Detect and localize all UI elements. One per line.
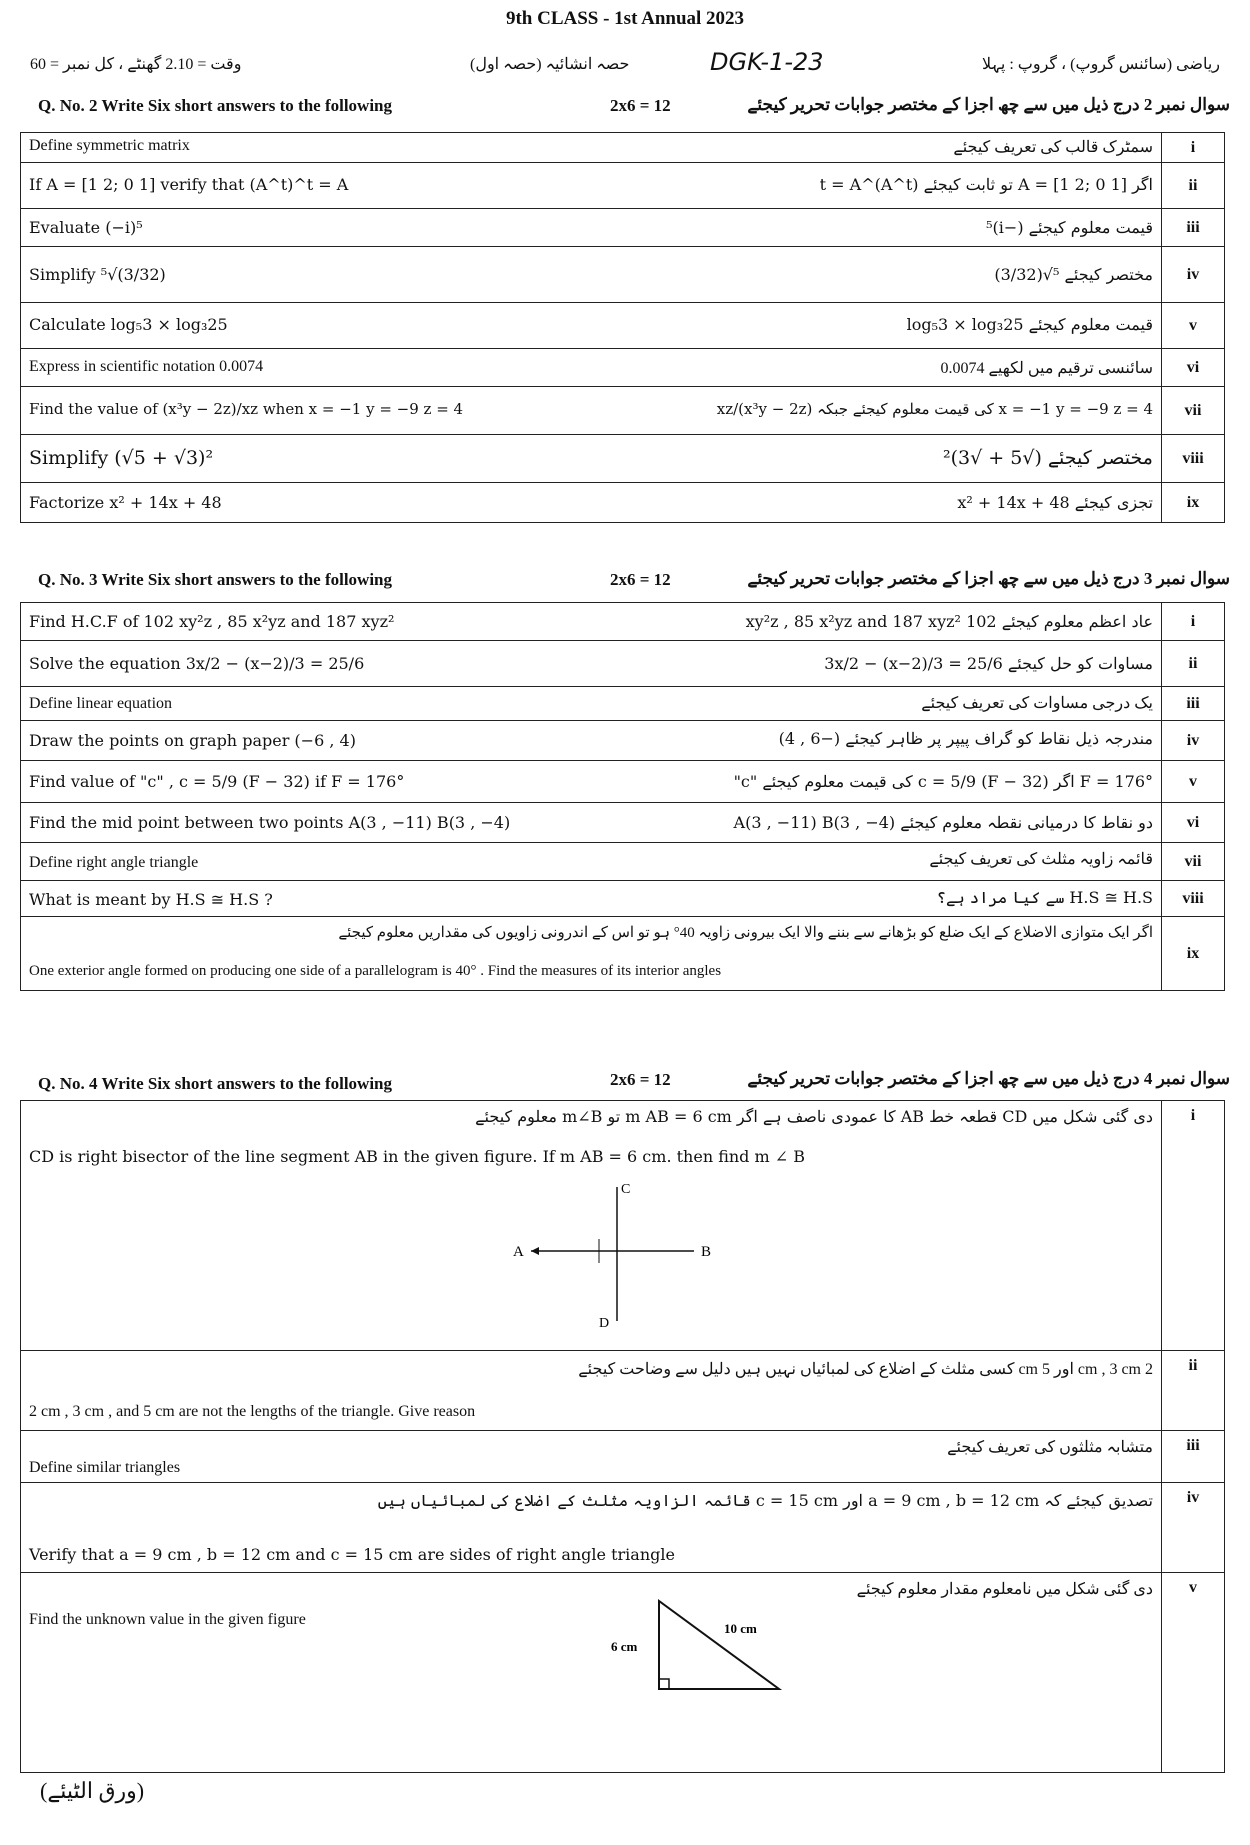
q4-table <box>20 1100 1225 1773</box>
table-row <box>21 1101 1225 1351</box>
right-triangle-figure <box>589 1591 789 1701</box>
q4-num-i: i <box>1162 1101 1225 1351</box>
paper-code: DGK-1-23 <box>710 48 824 76</box>
q2-v-en: Calculate log₅3 × log₃25 <box>29 314 228 334</box>
q2-table <box>20 132 1225 523</box>
q3-table <box>20 602 1225 991</box>
table-row <box>21 917 1225 991</box>
q3-vii-ur: قائمہ زاویہ مثلث کی تعریف کیجئے <box>929 850 1153 868</box>
table-row <box>21 1573 1225 1773</box>
table-row <box>21 303 1225 349</box>
label-d: D <box>599 1316 610 1331</box>
q2-num-vii: vii <box>1162 387 1225 435</box>
q2-viii-ur: مختصر کیجئے (√5 + √3)² <box>943 446 1153 469</box>
q3-num-vii: vii <box>1162 843 1225 881</box>
table-row <box>21 435 1225 483</box>
q4-i-en: CD is right bisector of the line segment AB in the given figure. If m AB = 6 cm. then find m ∠ B <box>29 1147 806 1166</box>
q3-marks: 2x6 = 12 <box>610 570 671 589</box>
q3-num-vi: vi <box>1162 803 1225 843</box>
table-row <box>21 133 1225 163</box>
q3-num-ix: ix <box>1162 917 1225 991</box>
table-row <box>21 247 1225 303</box>
q2-heading-en: Q. No. 2 Write Six short answers to the following <box>38 96 393 115</box>
q2-iii-en: Evaluate (−i)⁵ <box>29 217 143 237</box>
q2-row-vii <box>21 387 1162 435</box>
bisector-figure <box>509 1181 729 1331</box>
section-info: حصہ انشائیہ (حصہ اول) <box>470 56 630 73</box>
q4-num-iv: iv <box>1162 1483 1225 1573</box>
q4-heading-ur: سوال نمبر 4 درج ذیل میں سے چھ اجزا کے مختصر جوابات تحریر کیجئے <box>747 1069 1230 1088</box>
q2-vi-ur: سائنسی ترقیم میں لکھیے 0.0074 <box>940 359 1153 377</box>
table-row <box>21 483 1225 523</box>
q3-i-ur: عاد اعظم معلوم کیجئے 102 xy²z , 85 x²yz and 187 xyz² <box>745 611 1153 631</box>
q2-ii-ur: اگر A = [1 2; 0 1] تو ثابت کیجئے (A^t)^t = A <box>819 174 1153 194</box>
q2-i-en: Define symmetric matrix <box>29 136 190 154</box>
q3-row-iii <box>21 687 1162 721</box>
q2-row-ix <box>21 483 1162 523</box>
paper-title: 9th CLASS - 1st Annual 2023 <box>505 8 745 29</box>
side-label: 6 cm <box>611 1639 638 1654</box>
table-row <box>21 163 1225 209</box>
q3-row-i <box>21 603 1162 641</box>
table-row <box>21 603 1225 641</box>
label-c: C <box>621 1182 631 1197</box>
q4-ii-en: 2 cm , 3 cm , and 5 cm are not the lengths of the triangle. Give reason <box>29 1402 476 1420</box>
label-a: A <box>513 1244 524 1260</box>
table-row <box>21 641 1225 687</box>
q4-v-en: Find the unknown value in the given figure <box>29 1611 306 1628</box>
q4-heading <box>30 1066 1230 1094</box>
q3-num-iv: iv <box>1162 721 1225 761</box>
q3-vi-ur: دو نقاط کا درمیانی نقطہ معلوم کیجئے A(3 , −11) B(3 , −4) <box>733 812 1153 832</box>
q4-row-ii <box>21 1351 1162 1431</box>
q2-row-viii <box>21 435 1162 483</box>
turn-over-note: (ورق الٹیئے) <box>40 1778 145 1803</box>
q2-viii-en: Simplify (√5 + √3)² <box>29 446 214 469</box>
q2-row-vi <box>21 349 1162 387</box>
q3-iv-en: Draw the points on graph paper (−6 , 4) <box>29 730 356 750</box>
q3-ii-ur: مساوات کو حل کیجئے 3x/2 − (x−2)/3 = 25/6 <box>824 653 1153 673</box>
q2-num-iii: iii <box>1162 209 1225 247</box>
label-b: B <box>701 1244 712 1260</box>
q2-num-vi: vi <box>1162 349 1225 387</box>
q2-num-ii: ii <box>1162 163 1225 209</box>
q2-row-iii <box>21 209 1162 247</box>
time-marks-info: وقت = 2.10 گھنٹے ، کل نمبر = 60 <box>30 56 242 73</box>
q2-row-ii <box>21 163 1162 209</box>
table-row <box>21 687 1225 721</box>
q3-row-iv <box>21 721 1162 761</box>
q4-num-iii: iii <box>1162 1431 1225 1483</box>
q2-iv-en: Simplify ⁵√(3/32) <box>29 264 166 284</box>
subject-group-info: ریاضی (سائنس گروپ) ، گروپ : پہلا <box>981 56 1220 73</box>
q2-num-ix: ix <box>1162 483 1225 523</box>
q3-row-vii <box>21 843 1162 881</box>
table-row <box>21 843 1225 881</box>
q4-v-ur: دی گئی شکل میں نامعلوم مقدار معلوم کیجئے <box>856 1581 1153 1598</box>
q3-ix-ur: اگر ایک متوازی الاضلاع کے ایک ضلع کو بڑھانے سے بننے والا ایک بیرونی زاویہ 40° ہو تو اس کے اندرونی زاویوں کی مقداریں معلوم کیجئے <box>338 924 1153 941</box>
q3-heading-en: Q. No. 3 Write Six short answers to the following <box>38 570 393 589</box>
q4-row-i <box>21 1101 1162 1351</box>
q4-row-iv <box>21 1483 1162 1573</box>
table-row <box>21 761 1225 803</box>
q3-heading <box>30 566 1230 594</box>
q4-num-ii: ii <box>1162 1351 1225 1431</box>
q2-vi-en: Express in scientific notation 0.0074 <box>29 357 264 375</box>
q3-num-ii: ii <box>1162 641 1225 687</box>
q4-iii-en: Define similar triangles <box>29 1458 181 1476</box>
q2-num-viii: viii <box>1162 435 1225 483</box>
q2-num-v: v <box>1162 303 1225 349</box>
triangle-shape <box>659 1601 779 1689</box>
q2-ii-en: If A = [1 2; 0 1] verify that (A^t)^t = A <box>29 174 349 194</box>
q3-num-iii: iii <box>1162 687 1225 721</box>
q3-num-v: v <box>1162 761 1225 803</box>
paper-info-row <box>30 50 1220 82</box>
q2-heading-ur: سوال نمبر 2 درج ذیل میں سے چھ اجزا کے مختصر جوابات تحریر کیجئے <box>747 95 1230 114</box>
q3-iii-ur: یک درجی مساوات کی تعریف کیجئے <box>921 694 1153 712</box>
q4-row-iii <box>21 1431 1162 1483</box>
q3-v-en: Find value of "c" , c = 5/9 (F − 32) if F = 176° <box>29 771 405 791</box>
q2-row-v <box>21 303 1162 349</box>
q3-vi-en: Find the mid point between two points A(3 , −11) B(3 , −4) <box>29 812 511 832</box>
table-row <box>21 881 1225 917</box>
q4-iv-en: Verify that a = 9 cm , b = 12 cm and c = 15 cm are sides of right angle triangle <box>29 1544 675 1564</box>
q3-row-v <box>21 761 1162 803</box>
q4-i-ur: دی گئی شکل میں CD قطعہ خط AB کا عمودی ناصف ہے اگر m AB = 6 cm تو m∠B معلوم کیجئے <box>475 1107 1153 1126</box>
q2-iv-ur: مختصر کیجئے ⁵√(3/32) <box>994 264 1153 284</box>
table-row <box>21 387 1225 435</box>
q2-vii-en: Find the value of (x³y − 2z)/xz when x = −1 y = −9 z = 4 <box>29 399 464 418</box>
table-row <box>21 1351 1225 1431</box>
q2-ix-ur: تجزی کیجئے x² + 14x + 48 <box>957 492 1153 512</box>
table-row <box>21 349 1225 387</box>
q2-heading <box>30 92 1230 120</box>
q4-heading-en: Q. No. 4 Write Six short answers to the following <box>38 1074 393 1093</box>
q3-i-en: Find H.C.F of 102 xy²z , 85 x²yz and 187 xyz² <box>29 611 395 631</box>
hypotenuse-label: 10 cm <box>724 1621 757 1636</box>
q4-row-v <box>21 1573 1162 1773</box>
q4-num-v: v <box>1162 1573 1225 1773</box>
q2-vii-ur: x = −1 y = −9 z = 4 کی قیمت معلوم کیجئے جبکہ (x³y − 2z)/xz <box>716 399 1153 418</box>
table-row <box>21 803 1225 843</box>
q3-vii-en: Define right angle triangle <box>29 853 199 871</box>
q3-viii-ur: H.S ≅ H.S سے کیا مراد ہے؟ <box>936 887 1153 907</box>
q2-i-ur: سمٹرک قالب کی تعریف کیجئے <box>953 138 1153 156</box>
q4-marks: 2x6 = 12 <box>610 1070 671 1089</box>
q2-row-iv <box>21 247 1162 303</box>
q3-viii-en: What is meant by H.S ≅ H.S ? <box>29 889 273 909</box>
right-angle-mark <box>659 1679 669 1689</box>
q3-row-viii <box>21 881 1162 917</box>
q2-marks: 2x6 = 12 <box>610 96 671 115</box>
q2-iii-ur: قیمت معلوم کیجئے (−i)⁵ <box>986 217 1153 237</box>
q3-row-ii <box>21 641 1162 687</box>
q3-iii-en: Define linear equation <box>29 694 173 712</box>
q4-ii-ur: 2 cm , 3 cm اور 5 cm کسی مثلث کے اضلاع کی لمبائیاں نہیں ہیں دلیل سے وضاحت کیجئے <box>578 1360 1153 1378</box>
q2-num-i: i <box>1162 133 1225 163</box>
q3-num-i: i <box>1162 603 1225 641</box>
q3-heading-ur: سوال نمبر 3 درج ذیل میں سے چھ اجزا کے مختصر جوابات تحریر کیجئے <box>747 569 1230 588</box>
table-row <box>21 721 1225 761</box>
q2-ix-en: Factorize x² + 14x + 48 <box>29 492 222 512</box>
q2-v-ur: قیمت معلوم کیجئے log₅3 × log₃25 <box>906 314 1153 334</box>
arrow-left-icon <box>531 1247 539 1255</box>
q3-row-vi <box>21 803 1162 843</box>
q3-iv-ur: مندرجہ ذیل نقاط کو گراف پیپر پر ظاہر کیجئے (−6 , 4) <box>778 728 1153 748</box>
q3-v-ur: F = 176° اگر c = 5/9 (F − 32) کی قیمت معلوم کیجئے "c" <box>733 771 1153 791</box>
q3-ix-en: One exterior angle formed on producing one side of a parallelogram is 40° . Find the measures of its interior angles <box>29 962 722 979</box>
table-row <box>21 1483 1225 1573</box>
q2-row-i <box>21 133 1162 163</box>
q3-num-viii: viii <box>1162 881 1225 917</box>
table-row <box>21 209 1225 247</box>
q3-row-ix <box>21 917 1162 991</box>
table-row <box>21 1431 1225 1483</box>
q4-iii-ur: متشابہ مثلثوں کی تعریف کیجئے <box>947 1438 1153 1456</box>
q3-ii-en: Solve the equation 3x/2 − (x−2)/3 = 25/6 <box>29 653 365 673</box>
q4-iv-ur: تصدیق کیجئے کہ a = 9 cm , b = 12 cm اور c = 15 cm قائمہ الزاویہ مثلث کے اضلاع کی لمبائیاں ہیں <box>377 1490 1153 1510</box>
q2-num-iv: iv <box>1162 247 1225 303</box>
